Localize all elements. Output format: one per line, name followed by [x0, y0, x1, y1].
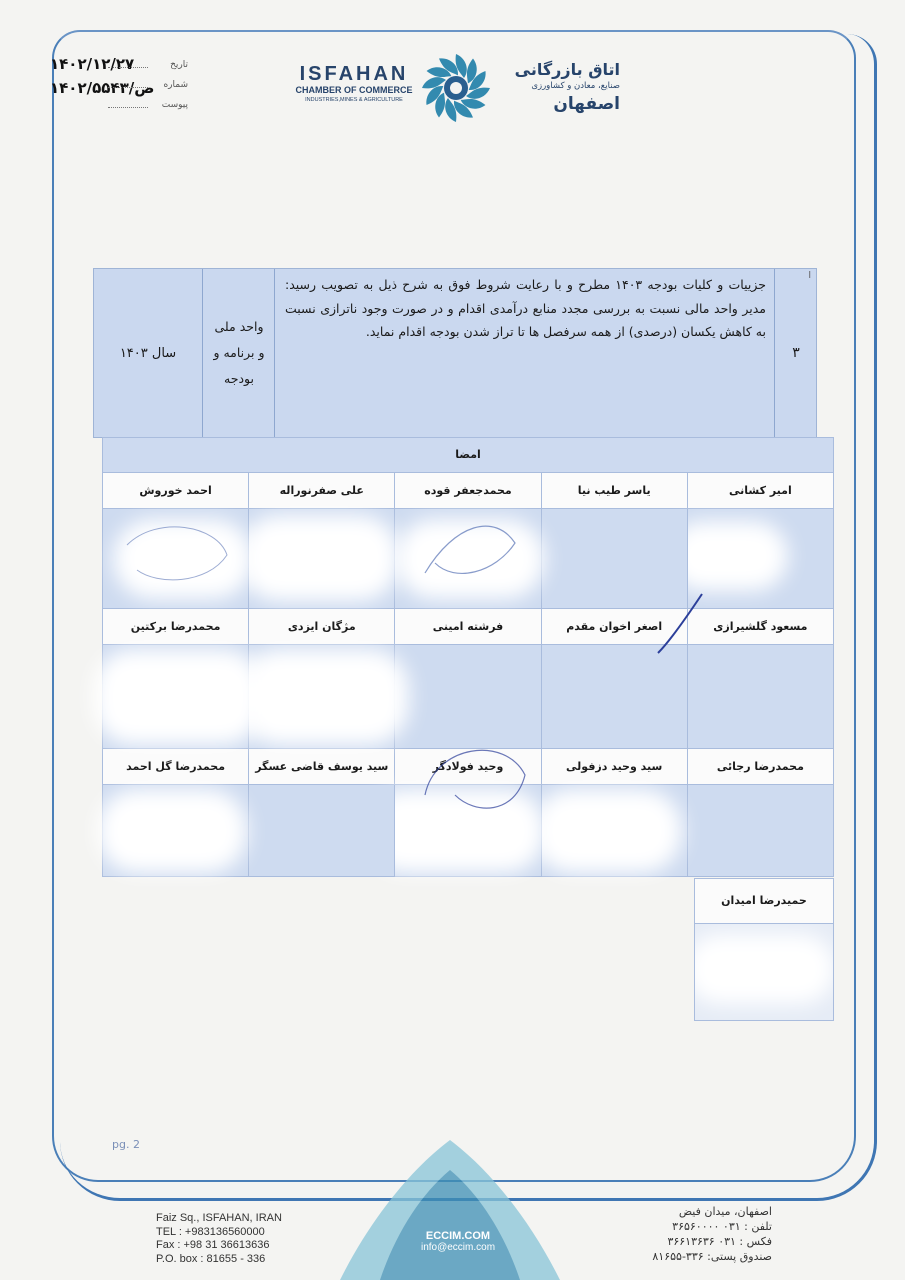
- number-label: شماره: [163, 80, 188, 90]
- signatory-name: فرشته امینی: [395, 609, 541, 645]
- signature-scribble-icon: [415, 735, 535, 825]
- signature-stroke-icon: [652, 589, 712, 659]
- signature-table: [102, 437, 834, 877]
- signatory-name: مژگان ایزدی: [249, 609, 395, 645]
- footer-website: ECCIM.COM: [425, 1230, 491, 1242]
- signatory-name: مسعود گلشیرازی: [688, 609, 834, 645]
- signatory-name: یاسر طیب نیا: [542, 473, 688, 509]
- number-value: ۱۴۰۲/ص/۵۵۴۳: [50, 79, 155, 97]
- signature-names-row-2: [102, 609, 834, 645]
- logo-en-title: ISFAHAN: [299, 63, 409, 85]
- row-number: ۳: [792, 345, 800, 361]
- signatory-name: محمدرضا گل احمد: [103, 749, 249, 785]
- signature-title: امضا: [102, 437, 834, 473]
- chamber-emblem-icon: [420, 52, 492, 124]
- signatory-name: سید وحید دزفولی: [542, 749, 688, 785]
- date-value: ۱۴۰۲/۱۲/۲۷: [50, 55, 135, 73]
- signatory-name: محمدرضا رجائی: [688, 749, 834, 785]
- signature-names-row-1: [102, 473, 834, 509]
- signature-area-row-3: [102, 785, 834, 877]
- signature-area-row-1: [102, 509, 834, 609]
- logo-en-line3: INDUSTRIES,MINES & AGRICULTURE: [305, 97, 403, 103]
- signatory-name: محمدرضا برکتین: [103, 609, 249, 645]
- deadline: سال ۱۴۰۳: [119, 345, 177, 361]
- row-marker: ا: [808, 271, 811, 281]
- date-label: تاریخ: [170, 60, 188, 70]
- footer-fa-tel: تلفن : ۰۳۱ ۳۶۵۶۰۰۰۰: [672, 1220, 772, 1233]
- signature-last: [694, 878, 834, 1021]
- signatory-name: سید یوسف قاضی عسگر: [249, 749, 395, 785]
- signature-box: [542, 785, 688, 877]
- signature-box: [688, 645, 834, 749]
- responsible-unit-text: واحد ملی و برنامه و بودجه: [213, 319, 265, 386]
- signature-box: [688, 785, 834, 877]
- signature-area-row-2: [102, 645, 834, 749]
- logo-en-line2: CHAMBER OF COMMERCE: [295, 85, 413, 95]
- footer-fa-address: اصفهان، میدان فیض: [678, 1205, 772, 1218]
- footer-email: info@eccim.com: [420, 1242, 496, 1253]
- row-description: جزییات و کلیات بودجه ۱۴۰۳ مطرح و با رعایت شروط فوق به شرح ذیل به تصویب رسید: مدیر واحد مالی نسبت به بررسی مجدد منابع درآمدی اقدام و در صورت وجود ناترازی نسبت به کاهش یکسان (درصدی) از همه سرفصل ها تا تراز شدن بودجه اقدام نماید.: [274, 269, 774, 437]
- footer-en-tel: TEL : +983136560000: [156, 1225, 265, 1238]
- signature-box: [395, 785, 541, 877]
- footer-en-pobox: P.O. box : 81655 - 336: [156, 1252, 266, 1265]
- resolution-row: [93, 268, 817, 438]
- footer-english-contact: [156, 1212, 282, 1266]
- signature-box: [395, 645, 541, 749]
- reference-block: [44, 55, 204, 115]
- footer-fa-pobox: صندوق پستی: ۳۳۶-۸۱۶۵۵: [652, 1250, 772, 1263]
- signatory-name: احمد خوروش: [103, 473, 249, 509]
- signature-scribble-icon: [415, 513, 525, 593]
- signature-box: [249, 785, 395, 877]
- row-number-cell: [774, 269, 817, 437]
- footer-web: [412, 1230, 504, 1254]
- signature-box: [694, 924, 834, 1021]
- footer-persian-contact: [636, 1204, 772, 1264]
- footer-en-address: Faiz Sq., ISFAHAN, IRAN: [156, 1212, 282, 1224]
- page-number: pg. 2: [112, 1138, 140, 1151]
- signatory-name: علی صفرنوراله: [249, 473, 395, 509]
- signature-scribble-icon: [117, 515, 237, 595]
- logo-fa-line2: صنایع، معادن و کشاورزی: [531, 81, 620, 91]
- logo-fa-line3: اصفهان: [553, 94, 620, 114]
- signatory-name: امیر کشانی: [688, 473, 834, 509]
- signatory-name: وحید فولادگر: [395, 749, 541, 785]
- signature-box: [103, 509, 249, 609]
- signatory-name: اصغر اخوان مقدم: [542, 609, 688, 645]
- footer-fa-fax: فکس : ۰۳۱ ۳۶۶۱۳۶۳۶: [667, 1235, 772, 1248]
- signature-box: [249, 645, 395, 749]
- signature-box: [103, 645, 249, 749]
- footer-emblem-icon: [300, 1140, 600, 1280]
- logo-fa-line1: اتاق بازرگانی: [514, 60, 620, 79]
- signatory-name: حمیدرضا امیدان: [694, 878, 834, 924]
- signature-box: [395, 509, 541, 609]
- signatory-name: محمدجعفر قوده: [395, 473, 541, 509]
- footer-en-fax: Fax : +98 31 36613636: [156, 1239, 270, 1252]
- logo-persian: [496, 60, 620, 115]
- logo-english: [292, 64, 416, 105]
- attachment-label: پیوست: [161, 100, 188, 110]
- responsible-unit: [202, 269, 275, 437]
- signature-box: [542, 645, 688, 749]
- signature-box: [249, 509, 395, 609]
- signature-box: [103, 785, 249, 877]
